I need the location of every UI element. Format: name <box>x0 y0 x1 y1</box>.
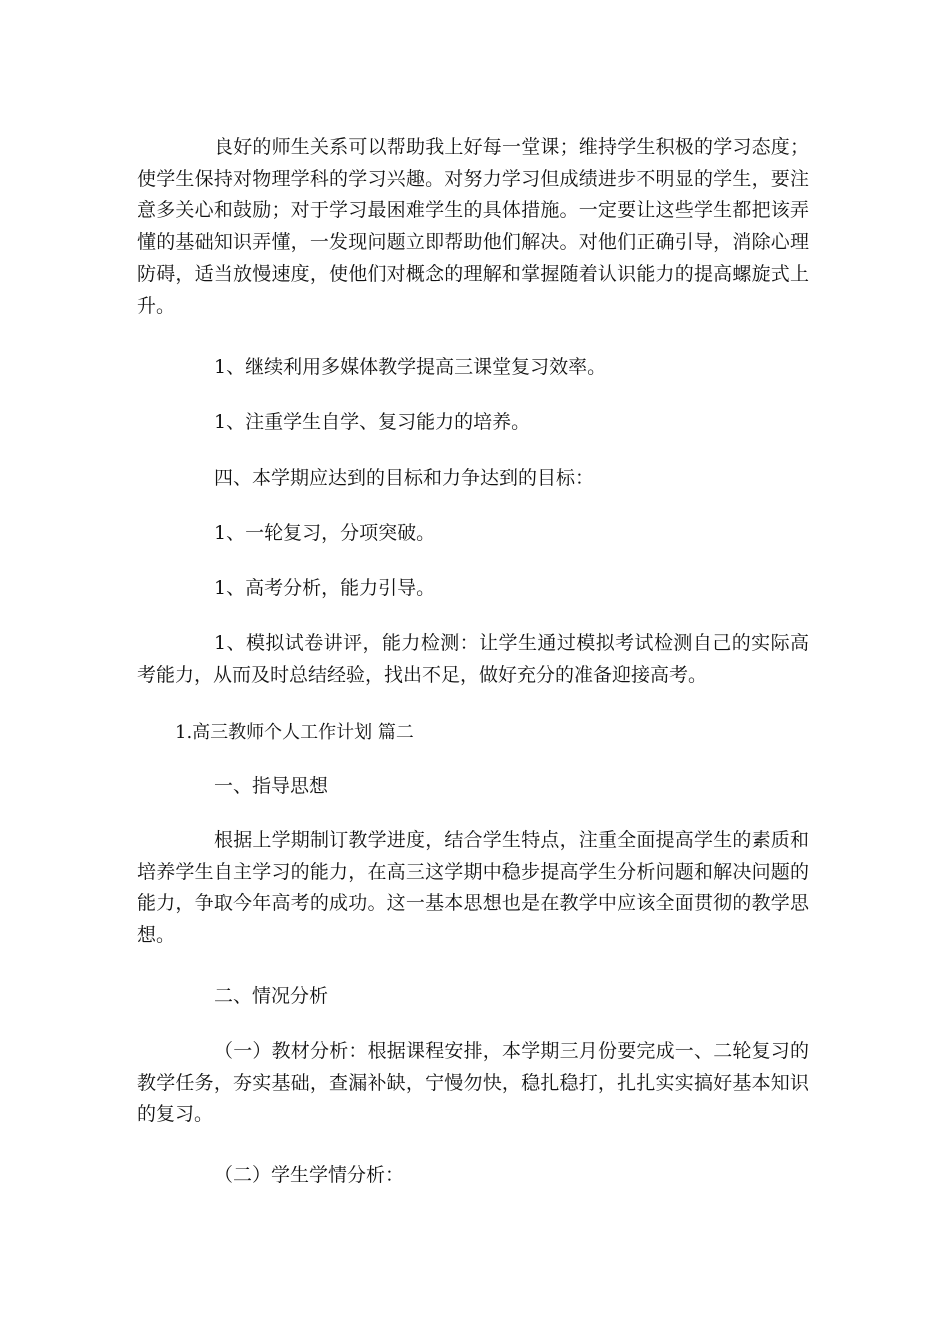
paragraph-guiding-idea: 根据上学期制订教学进度，结合学生特点，注重全面提高学生的素质和培养学生自主学习的能力，在高三这学期中稳步提高学生分析问题和解决问题的能力，争取今年高考的成功。这一基本思想也是在教学中应该全面贯彻的教学思想。 <box>137 829 809 947</box>
section-heading-goals: 四、本学期应达到的目标和力争达到的目标： <box>214 467 595 489</box>
list-item-multimedia: 1、继续利用多媒体教学提高三课堂复习效率。 <box>214 356 607 378</box>
article-title-part-two: 1.高三教师个人工作计划 篇二 <box>175 722 414 743</box>
paragraph-textbook-analysis: （一）教材分析：根据课程安排，本学期三月份要完成一、二轮复习的教学任务，夯实基础，查漏补缺，宁慢勿快，稳扎稳打，扎扎实实搞好基本知识的复习。 <box>137 1040 809 1126</box>
section-heading-student-analysis: （二）学生学情分析： <box>214 1164 405 1186</box>
list-item-first-review: 1、一轮复习，分项突破。 <box>214 522 436 544</box>
list-item-self-study: 1、注重学生自学、复习能力的培养。 <box>214 411 531 433</box>
section-heading-guiding-idea: 一、指导思想 <box>214 775 329 797</box>
list-item-mock-exam: 1、模拟试卷讲评，能力检测：让学生通过模拟考试检测自己的实际高考能力，从而及时总结经验，找出不足，做好充分的准备迎接高考。 <box>137 632 809 686</box>
section-heading-situation: 二、情况分析 <box>214 985 329 1007</box>
list-item-exam-analysis: 1、高考分析，能力引导。 <box>214 577 436 599</box>
paragraph-teacher-student-relationship: 良好的师生关系可以帮助我上好每一堂课；维持学生积极的学习态度；使学生保持对物理学科的学习兴趣。对努力学习但成绩进步不明显的学生，要注意多关心和鼓励；对于学习最困难学生的具体措施。一定要让这些学生都把该弄懂的基础知识弄懂，一发现问题立即帮助他们解决。对他们正确引导，消除心理防碍，适当放慢速度，使他们对概念的理解和掌握随着认识能力的提高螺旋式上升。 <box>137 136 809 317</box>
